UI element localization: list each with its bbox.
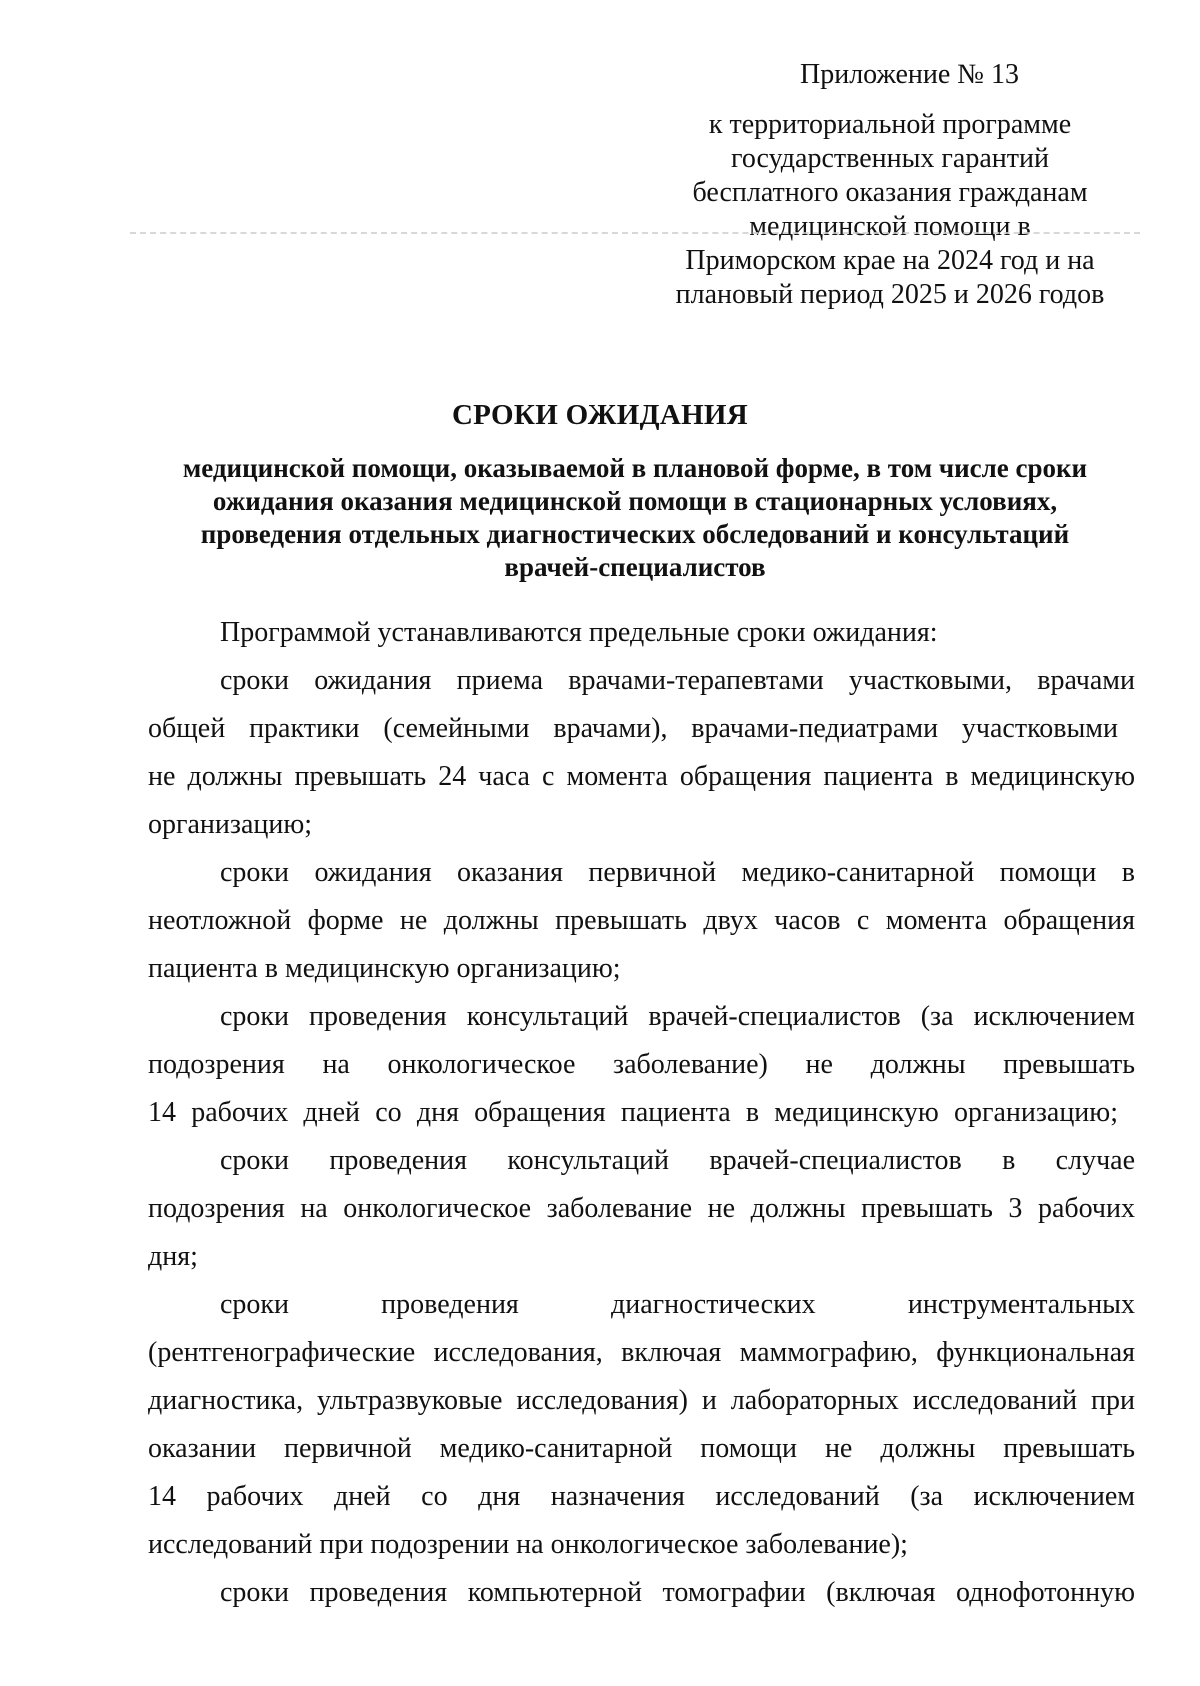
body-line: 14 рабочих дней со дня назначения исследований (за исключением xyxy=(148,1481,1135,1512)
body-line: дня; xyxy=(148,1241,198,1272)
body-line: сроки проведения компьютерной томографии (включая однофотонную xyxy=(220,1577,1135,1608)
body-line: исследований при подозрении на онкологическое заболевание); xyxy=(148,1529,908,1560)
body-line: неотложной форме не должны превышать двух часов с момента обращения xyxy=(148,905,1135,936)
body-line: общей практики (семейными врачами), врачами-педиатрами участковыми xyxy=(148,713,1118,744)
appendix-reference-line: плановый период 2025 и 2026 годов xyxy=(675,279,1105,310)
body-line: подозрения на онкологическое заболевание не должны превышать 3 рабочих xyxy=(148,1193,1135,1224)
appendix-reference-line: к территориальной программе xyxy=(708,109,1072,140)
body-line: пациента в медицинскую организацию; xyxy=(148,953,621,984)
appendix-reference-line: Приморском крае на 2024 год и на xyxy=(685,245,1095,276)
appendix-reference-line: бесплатного оказания гражданам xyxy=(692,177,1088,208)
body-line: 14 рабочих дней со дня обращения пациента в медицинскую организацию; xyxy=(148,1097,1118,1128)
subtitle-line: ожидания оказания медицинской помощи в стационарных условиях, xyxy=(212,486,1058,516)
body-line: Программой устанавливаются предельные сроки ожидания: xyxy=(220,617,938,648)
appendix-reference-line: государственных гарантий xyxy=(731,143,1049,174)
body-line: не должны превышать 24 часа с момента обращения пациента в медицинскую xyxy=(148,761,1135,792)
subtitle-line: медицинской помощи, оказываемой в плановой форме, в том числе сроки xyxy=(182,453,1088,483)
body-line: сроки ожидания приема врачами-терапевтами участковыми, врачами xyxy=(220,665,1135,696)
body-line: оказании первичной медико-санитарной помощи не должны превышать xyxy=(148,1433,1135,1464)
body-line: диагностика, ультразвуковые исследования) и лабораторных исследований при xyxy=(148,1385,1135,1416)
body-line: сроки проведения консультаций врачей-специалистов (за исключением xyxy=(220,1001,1135,1032)
body-line: сроки проведения консультаций врачей-специалистов в случае xyxy=(220,1145,1135,1176)
subtitle-line: врачей-специалистов xyxy=(504,552,766,582)
appendix-reference-line: медицинской помощи в xyxy=(749,211,1031,242)
body-line: организацию; xyxy=(148,809,313,840)
body-line: подозрения на онкологическое заболевание) не должны превышать xyxy=(148,1049,1135,1080)
document-title: СРОКИ ОЖИДАНИЯ xyxy=(451,399,749,431)
body-line: сроки проведения диагностических инструментальных xyxy=(220,1289,1135,1320)
subtitle-line: проведения отдельных диагностических обследований и консультаций xyxy=(200,519,1070,549)
body-line: сроки ожидания оказания первичной медико-санитарной помощи в xyxy=(220,857,1135,888)
body-line: (рентгенографические исследования, включая маммографию, функциональная xyxy=(148,1337,1135,1368)
appendix-number: Приложение № 13 xyxy=(800,59,1019,90)
